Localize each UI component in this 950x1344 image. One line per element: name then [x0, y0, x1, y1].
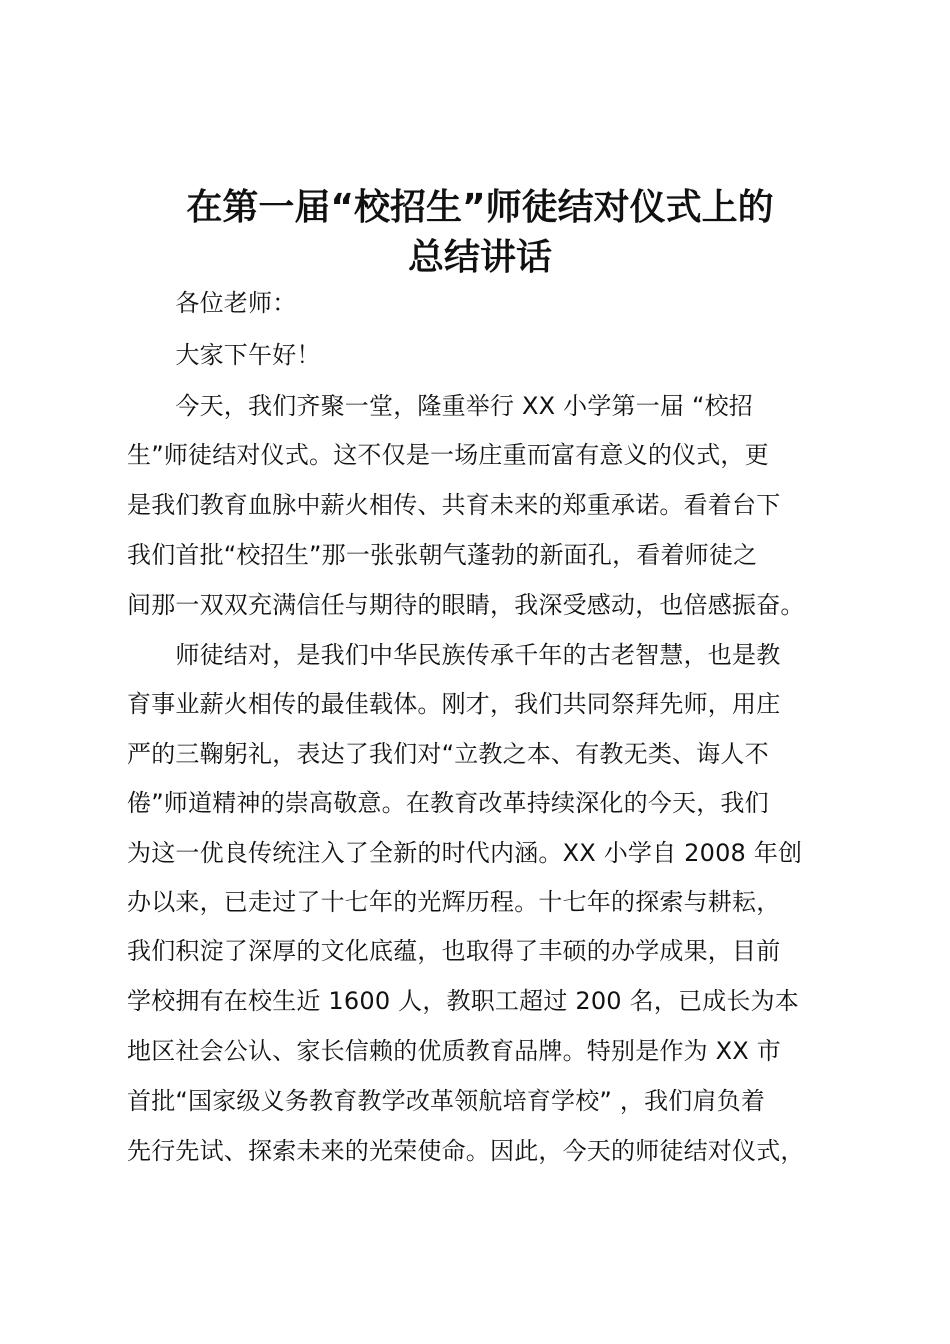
body-text-line: 间那一双双充满信任与期待的眼睛，我深受感动，也倍感振奋。	[127, 591, 805, 619]
body-text-line: 先行先试、探索未来的光荣使命。因此，今天的师徒结对仪式，	[127, 1137, 805, 1165]
body-text-line: 我们首批“校招生”那一张张朝气蓬勃的新面孔，看着师徒之	[127, 541, 758, 569]
greeting-line: 大家下午好！	[127, 341, 321, 369]
body-text-line: 育事业薪火相传的最佳载体。刚才，我们共同祭拜先师，用庄	[127, 690, 781, 718]
body-text-line: 是我们教育血脉中薪火相传、共育未来的郑重承诺。看着台下	[127, 491, 781, 519]
body-text-line: 办以来，已走过了十七年的光辉历程。十七年的探索与耕耘，	[127, 888, 781, 916]
body-text-line: 地区社会公认、家长信赖的优质教育品牌。特别是作为 XX 市	[127, 1037, 781, 1065]
body-text-line: 生”师徒结对仪式。这不仅是一场庄重而富有意义的仪式，更	[127, 441, 769, 469]
body-text-line: 今天，我们齐聚一堂，隆重举行 XX 小学第一届 “校招	[127, 392, 754, 420]
body-text-line: 学校拥有在校生近 1600 人，教职工超过 200 名，已成长为本	[127, 987, 800, 1015]
body-text-line: 首批“国家级义务教育教学改革领航培育学校” ，我们肩负着	[127, 1087, 766, 1115]
body-text-line: 我们积淀了深厚的文化底蕴，也取得了丰硕的办学成果，目前	[127, 937, 781, 965]
document-title-line-2: 总结讲话	[407, 237, 552, 278]
salutation-line: 各位老师：	[127, 289, 297, 317]
body-text-line: 师徒结对，是我们中华民族传承千年的古老智慧，也是教	[127, 641, 781, 669]
body-text-line: 为这一优良传统注入了全新的时代内涵。XX 小学自 2008 年创	[127, 839, 803, 867]
document-title-line-1: 在第一届“校招生”师徒结对仪式上的	[186, 187, 774, 228]
body-text-line: 倦”师道精神的崇高敬意。在教育改革持续深化的今天，我们	[127, 789, 769, 817]
body-text-line: 严的三鞠躬礼，表达了我们对“立教之本、有教无类、诲人不	[127, 740, 769, 768]
